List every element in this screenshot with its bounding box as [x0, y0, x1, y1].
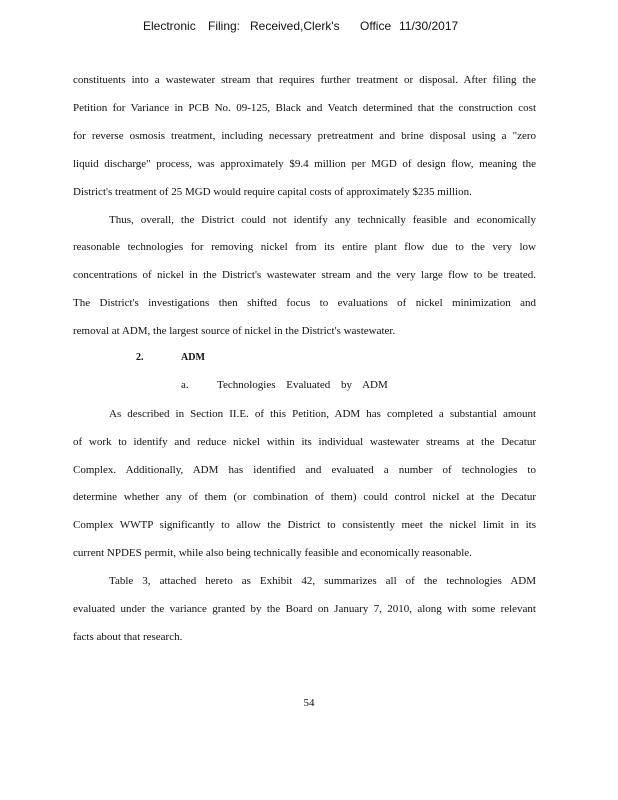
header-date: 11/30/2017 [399, 19, 459, 33]
text-line: Complex WWTP significantly to allow the District to consistently meet the nickel limit in its [73, 519, 536, 531]
header-electronic: Electronic [143, 19, 196, 33]
header-office: Office [360, 19, 392, 33]
text-line: determine whether any of them (or combination of them) could control nickel at the Decatur [73, 491, 536, 503]
text-line: liquid discharge" process, was approximately $9.4 million per MGD of design flow, meaning the [73, 158, 536, 170]
header-filing: Filing: [208, 19, 241, 33]
text-line: reasonable technologies for removing nickel from its entire plant flow due to the very low [73, 241, 536, 253]
text-line: current NPDES permit, while also being technically feasible and economically reasonable. [73, 547, 472, 559]
text-line: of work to identify and reduce nickel within its individual wastewater streams at the Decatur [73, 436, 536, 448]
text-line: facts about that research. [73, 631, 183, 643]
text-line: removal at ADM, the largest source of nickel in the District's wastewater. [73, 325, 396, 337]
subsection-title: Technologies Evaluated by ADM [217, 379, 388, 391]
section-title: ADM [181, 352, 205, 363]
text-line: Petition for Variance in PCB No. 09-125, Black and Veatch determined that the construction cost [73, 102, 536, 114]
text-line: constituents into a wastewater stream that requires further treatment or disposal. After filing the [73, 74, 536, 86]
text-line: As described in Section II.E. of this Petition, ADM has completed a substantial amount [109, 408, 536, 420]
text-line: Thus, overall, the District could not identify any technically feasible and economically [109, 214, 536, 226]
text-line: District's treatment of 25 MGD would require capital costs of approximately $235 million. [73, 186, 472, 198]
text-line: The District's investigations then shifted focus to evaluations of nickel minimization and [73, 297, 536, 309]
text-line: Table 3, attached hereto as Exhibit 42, summarizes all of the technologies ADM [109, 575, 536, 587]
page-number: 54 [303, 697, 315, 709]
text-line: Complex. Additionally, ADM has identified and evaluated a number of technologies to [73, 464, 536, 476]
text-line: for reverse osmosis treatment, including necessary pretreatment and brine disposal using a "zero [73, 130, 536, 142]
header-received: Received,Clerk's [250, 19, 340, 33]
subsection-letter: a. [181, 379, 189, 391]
text-line: concentrations of nickel in the District's wastewater stream and the very large flow to be treated. [73, 269, 536, 281]
section-number: 2. [136, 352, 144, 363]
text-line: evaluated under the variance granted by the Board on January 7, 2010, along with some relevant [73, 603, 536, 615]
